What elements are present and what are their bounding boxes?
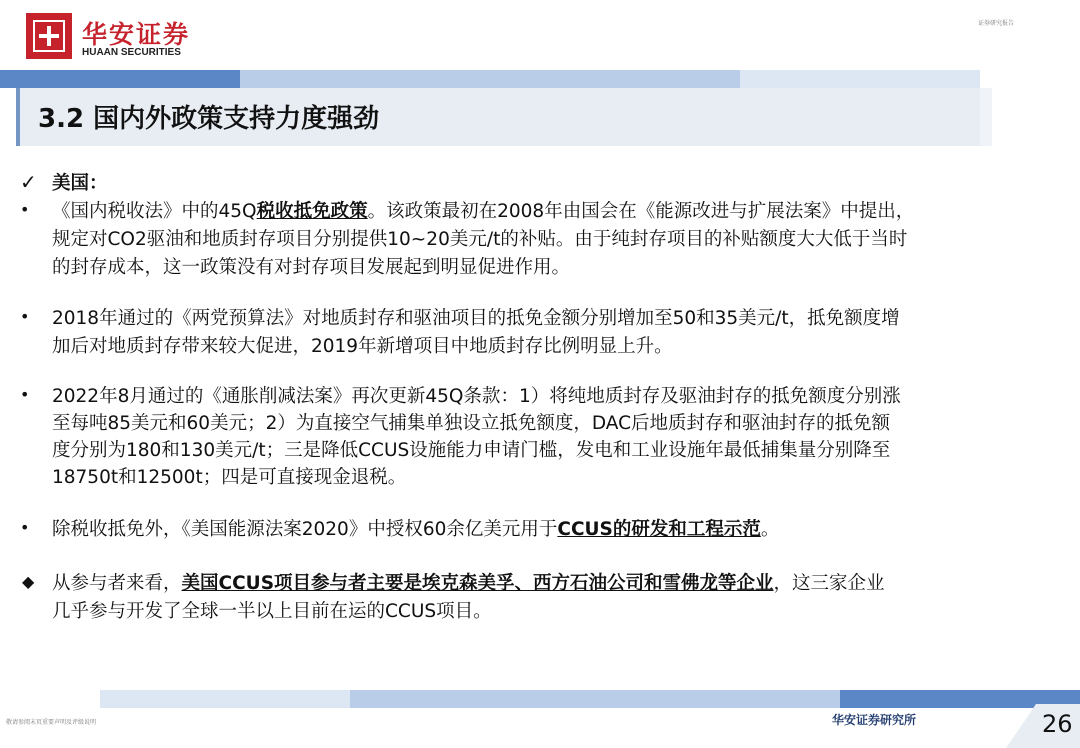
text-run: 。	[760, 519, 780, 540]
text-run: 《国内税收法》中的45Q	[52, 201, 257, 222]
participants-line2: 几乎参与开发了全球一半以上目前在运的CCUS项目。	[52, 601, 492, 622]
logo-english-name: HUAAN SECURITIES	[82, 47, 181, 58]
page-number: 26	[1042, 710, 1073, 738]
page-number-box	[1036, 704, 1080, 748]
us-heading: 美国：	[52, 173, 108, 194]
text-run-emphasis: 税收抵免政策	[256, 201, 368, 222]
text-run: ，这三家企业	[773, 573, 885, 594]
us-p3-line2: 至每吨85美元和60美元；2）为直接空气捕集单独设立抵免额度，DAC后地质封存和驱油封存的抵免额	[52, 413, 891, 434]
company-logo	[26, 13, 72, 59]
bullet-icon: •	[20, 200, 30, 219]
check-icon: ✓	[20, 170, 37, 194]
text-run: 从参与者来看，	[52, 573, 182, 594]
diamond-icon: ◆	[22, 572, 35, 591]
text-run: 除税收抵免外，《美国能源法案2020》中授权60余亿美元用于	[52, 519, 558, 540]
text-run: 。该政策最初在2008年由国会在《能源改进与扩展法案》中提出，	[367, 201, 915, 222]
us-p1-line2: 规定对CO2驱油和地质封存项目分别提供10~20美元/t的补贴。由于纯封存项目的补贴额度大大低于当时	[52, 229, 908, 250]
page-title: 3.2 国内外政策支持力度强劲	[38, 104, 380, 134]
footer-band	[0, 690, 1080, 708]
participants-line1	[52, 570, 885, 598]
disclaimer-note: 敬请参阅末页重要声明及评级说明	[6, 719, 97, 726]
title-banner	[16, 88, 980, 146]
bullet-icon: •	[20, 385, 30, 404]
page-corner-decoration	[1006, 704, 1036, 748]
us-p1-line3: 的封存成本，这一政策没有对封存项目发展起到明显促进作用。	[52, 257, 571, 278]
us-p2-line2: 加后对地质封存带来较大促进，2019年新增项目中地质封存比例明显上升。	[52, 336, 673, 357]
report-label: 证券研究报告	[977, 20, 1014, 27]
us-p2-line1: 2018年通过的《两党预算法》对地质封存和驱油项目的抵免金额分别增加至50和35美元/t，抵免额度增	[52, 308, 900, 329]
us-p4-line1	[52, 516, 779, 544]
bullet-icon: •	[20, 307, 30, 326]
bullet-icon: •	[20, 518, 30, 537]
text-run-emphasis: 美国CCUS项目参与者主要是埃克森美孚、西方石油公司和雪佛龙等企业	[181, 573, 774, 594]
us-p1-line1	[52, 198, 914, 226]
text-run-emphasis: CCUS的研发和工程示范	[557, 519, 761, 540]
us-p3-line1: 2022年8月通过的《通胀削减法案》再次更新45Q条款：1）将纯地质封存及驱油封存的抵免额度分别涨	[52, 386, 901, 407]
title-banner-shadow	[980, 88, 992, 146]
logo-chinese-name: 华安证券	[82, 20, 191, 49]
us-p3-line3: 度分别为180和130美元/t；三是降低CCUS设施能力申请门槛，发电和工业设施年最低捕集量分别降至	[52, 440, 891, 461]
footer-institute: 华安证券研究所	[832, 713, 917, 727]
us-p3-line4: 18750t和12500t；四是可直接现金退税。	[52, 467, 407, 488]
